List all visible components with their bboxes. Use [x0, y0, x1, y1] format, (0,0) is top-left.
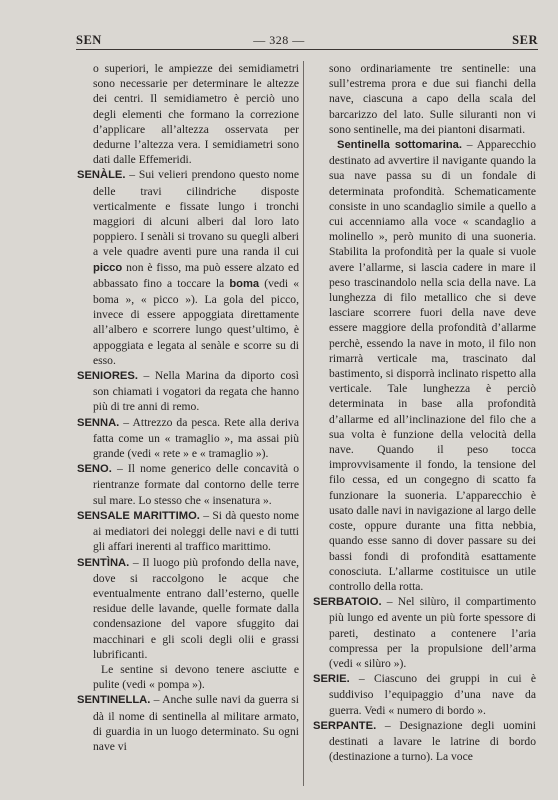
subentry-headword: Sentinella sottomarina. [337, 139, 462, 152]
entry-serie [313, 671, 536, 718]
left-column [77, 61, 299, 754]
entry-sensale-marittimo [77, 508, 299, 555]
entry-senale [77, 167, 299, 368]
entry-headword: SENO. [77, 463, 112, 476]
right-column [313, 61, 536, 764]
entry-seniores [77, 368, 299, 415]
header-rule [76, 49, 538, 50]
inline-term: picco [93, 261, 123, 274]
entry-headword: SERBATOIO. [313, 596, 382, 609]
entry-sentinella [77, 692, 299, 754]
entry-text: – Il luogo più profondo della nave, dove si raccolgono le acque che eventualmente entrano dall’esterno, quelle residue delle lavande, quelle formate dalla condensazione del vapore sfuggito dai macchinari e gli scoli degli olii e grassi lubrificanti. [93, 555, 299, 661]
entry-senna [77, 415, 299, 462]
entry-text: – Si dà questo nome ai mediatori dei noleggi delle navi e di tutti gli affari inerenti al traffico marittimo. [93, 508, 299, 554]
inline-term: boma [229, 277, 260, 290]
entry-serpante [313, 718, 536, 765]
entry-text: – Designazione degli uomini destinati a lavare le latrine di bordo (destinazione a turno). La voce [329, 718, 536, 764]
header-left-word: SEN [76, 33, 102, 47]
entry-text: – Sui velieri prendono questo nome delle travi cilindriche disposte verticalmente e fissate lungo i tronchi maggiori di alcuni alberi dal loro lato poppiero. I senàli si trovano su quegli alberi a vele quadre aventi pure una randa il cui [93, 168, 299, 259]
entry-headword: SERIE. [313, 673, 350, 686]
entry-text: – Il nome generico delle concavità o rientranze formate dal contorno delle terre sul mare. Lo stesso che « insenatura ». [93, 462, 299, 507]
entry-text: – Attrezzo da pesca. Rete alla deriva fatta come un « tramaglio », ma assai più grande (vedi « rete » e « tramaglio »). [93, 415, 299, 461]
continuation-paragraph: o superiori, le ampiezze dei semidiametri sono necessarie per determinare le altezze dei centri. Il semidiametro è perciò uno degli elementi che formano la correzione d’applicare all’altezza osservata per dedurne l’altezza vera. I semidiametri sono dati dalle Effemeridi. [93, 62, 299, 167]
subentry-sentinella-sottomarina [313, 137, 536, 594]
continuation-paragraph: sono ordinariamente tre sentinelle: una sull’estrema prora e due sui fianchi della nave, ciascuna a capo della scala del barcarizzo del lato. Sulle siluranti non vi sono sentinelle, ma dei piantoni disarmati. [329, 62, 536, 136]
running-header [0, 33, 558, 49]
sentina-paragraph: Le sentine si devono tenere asciutte e pulite (vedi « pompa »). [93, 662, 299, 692]
entry-text: – Ciascuno dei gruppi in cui è suddiviso l’equipaggio d’una nave da guerra. Vedi « numero di bordo ». [329, 672, 536, 717]
page-number: — 328 — [253, 33, 305, 47]
header-right-word: SER [512, 33, 538, 47]
column-separator [303, 61, 304, 786]
entry-text: non è fisso, ma può essere alzato ed abbassato fino a toccare la [93, 260, 299, 290]
entry-text: (vedi « boma », « picco »). La gola del picco, invece di essere appoggiata direttamente all’albero e scorrere lungo quest’ultimo, è appoggiata e legata al senàle e scorre su di esso. [93, 276, 300, 367]
entry-seno [77, 461, 299, 508]
entry-headword: SERPANTE. [313, 719, 377, 732]
entry-headword: SENNA. [77, 416, 120, 429]
entry-serbatoio [313, 594, 536, 671]
entry-headword: SENÀLE. [77, 169, 126, 182]
entry-headword: SENTINELLA. [77, 694, 151, 707]
entry-text: – Nella Marina da diporto così son chiamati i vogatori da regata che hanno più di tre anni di remo. [93, 369, 299, 414]
entry-headword: SENSALE MARITTIMO. [77, 509, 200, 522]
entry-text: – Nel silùro, il compartimento più lungo ed avente un più forte spessore di pareti, destinato a contenere l’aria compressa per la propulsione dell’arma (vedi « silùro »). [329, 595, 536, 670]
entry-text: – Anche sulle navi da guerra si dà il nome di sentinella al militare armato, di guardia in un luogo determinato. Su ogni nave vi [93, 693, 299, 753]
entry-sentina [77, 555, 299, 662]
entry-text: – Apparecchio destinato ad avvertire il navigante quando la sua nave passa su di un fondale di determinata profondità. Schematicamente consiste in uno scandaglio simile a quello a cui accenniamo alla voce « scandaglio a molinello », però munito di una suoneria. Stabilita la profondità per la quale si vuole avere l’allarme, si lascia cadere in mare il peso trascinandolo nella scia della nave. La lunghezza di filo metallico che si deve lasciare scorrere fuori della nave deve essere maggiore della profondità d’allarme perchè, essendo la nave in moto, il filo non rimarrà verticale ma, trascinato dal bastimento, si disporrà inclinato rispetto alla verticale. Tale lunghezza è perciò determinata in base alla profondità d’allarme ed all’inclinazione del filo che a sua volta è funzione della velocità della nave. Quando il peso tocca improvvisamente il fondo, la tensione del filo cessa, ed un congegno di scatto fa funzionare la suoneria. L’apparecchio è usato dalle navi in navigazione al largo delle coste, oppure durante una fitta nebbia, quando esse sanno di dover passare su dei bassi fondi di profondità esattamente conosciuta. L’allarme costituisce un utile controllo della rotta. [329, 138, 536, 593]
entry-headword: SENTÌNA. [77, 556, 130, 569]
entry-headword: SENIORES. [77, 370, 138, 383]
